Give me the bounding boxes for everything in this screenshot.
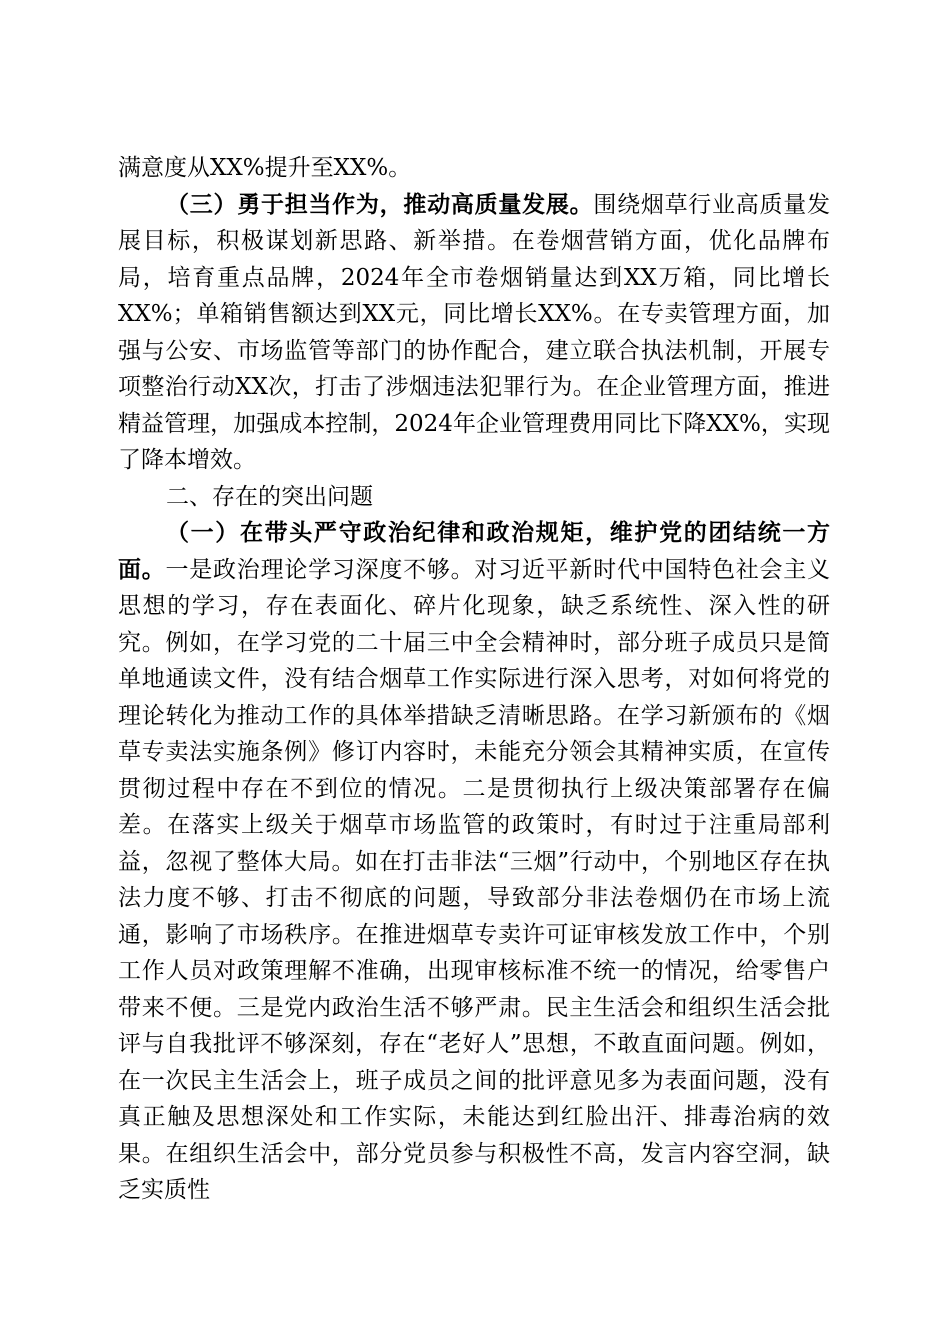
paragraph-political-discipline (118, 515, 830, 1209)
section-heading: 二、存在的突出问题 (166, 483, 373, 510)
paragraph-body-1: 一是政治理论学习深度不够。对习近平新时代中国特色社会主义思想的学习，存在表面化、碎片化现象，缺乏系统性、深入性的研究。例如，在学习党的二十届三中全会精神时，部分班子成员只是简单地通读文件，没有结合烟草工作实际进行深入思考，对如何将党的理论转化为推动工作的具体举措缺乏清晰思路。在学习新颁布的《烟草专卖法实施条例》修订内容时，未能充分领会其精神实质，在宣传贯彻过程中存在不到位的情况。二是贯彻执行上级决策部署存在偏差。在落实上级关于烟草市场监管的政策时，有时过于注重局部利益，忽视了整体大局。如在打击非法“三烟”行动中，个别地区存在执法力度不够、打击不彻底的问题，导致部分非法卷烟仍在市场上流通，影响了市场秩序。在推进烟草专卖许可证审核发放工作中，个别工作人员对政策理解不准确，出现审核标准不统一的情况，给零售户带来不便。三是党内政治生活不够严肃。民主生活会和组织生活会批评与自我批评不够深刻，存在“老好人”思想，不敢直面问题。例如，在一次民主生活会上，班子成员之间的批评意见多为表面问题，没有真正触及思想深处和工作实际，未能达到红脸出汗、排毒治病的效果。在组织生活会中，部分党员参与积极性不高，发言内容空洞，缺乏实质性 (118, 556, 831, 1203)
document-body (118, 150, 830, 1209)
paragraph-lead-3: （三）勇于担当作为，推动高质量发展。 (166, 190, 594, 218)
paragraph-satisfaction: 满意度从XX%提升至XX%。 (118, 155, 412, 181)
paragraph-high-quality-development (118, 187, 830, 479)
paragraph-lead-1: （一）在带头严守政治纪律和政治规矩，维护党的团结统一方面。 (118, 519, 830, 583)
paragraph-body-3: 围绕烟草行业高质量发展目标，积极谋划新思路、新举措。在卷烟营销方面，优化品牌布局，培育重点品牌，2024年全市卷烟销量达到XX万箱，同比增长XX%；单箱销售额达到XX元，同比增长XX%。在专卖管理方面，加强与公安、市场监管等部门的协作配合，建立联合执法机制，开展专项整治行动XX次，打击了涉烟违法犯罪行为。在企业管理方面，推进精益管理，加强成本控制，2024年企业管理费用同比下降XX%，实现了降本增效。 (118, 191, 831, 473)
